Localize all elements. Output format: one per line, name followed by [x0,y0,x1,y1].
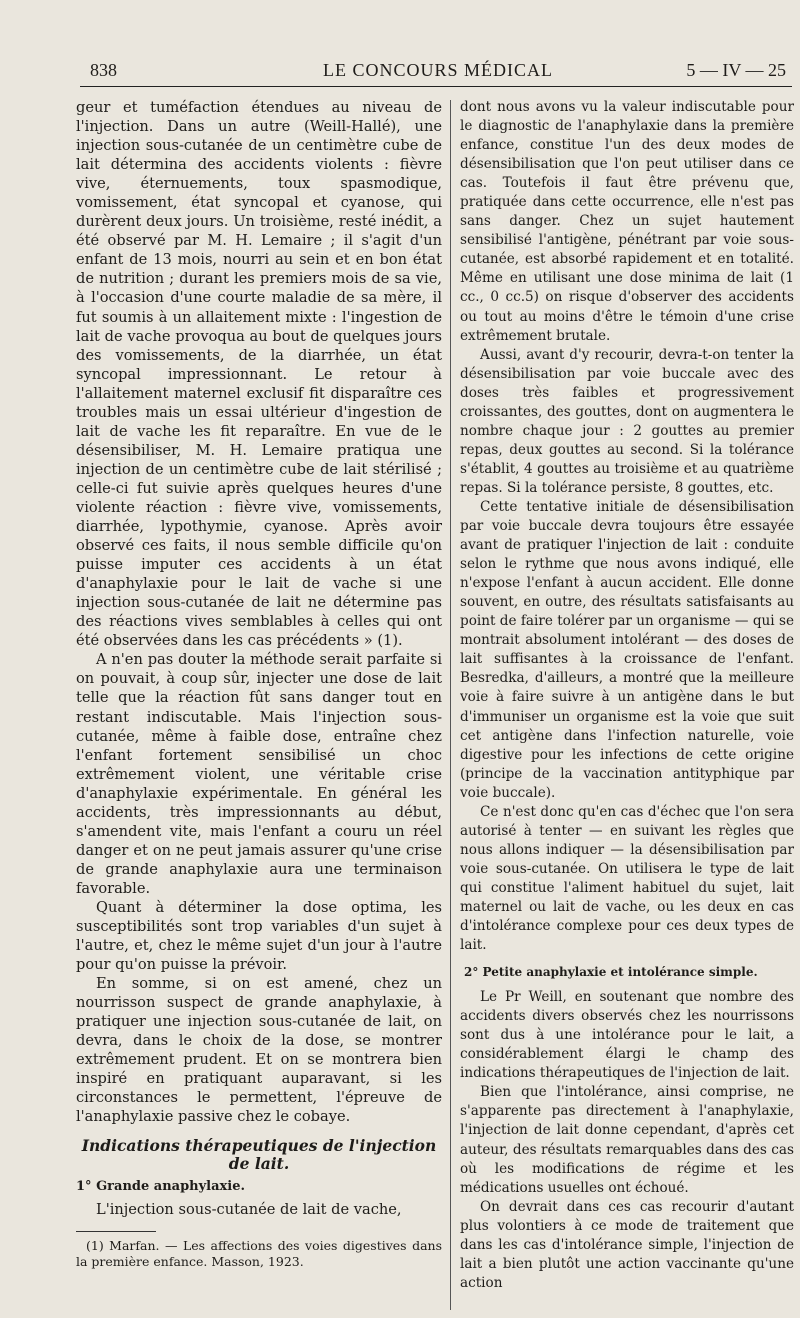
running-header [90,58,786,86]
footnote: (1) Marfan. — Les affections des voies digestives dans la première enfance. Masson, 1923. [76,1237,442,1269]
left-column [76,98,442,1298]
right-paragraph-3: Cette tentative initiale de désensibilisation par voie buccale devra toujours être essayée avant de pratiquer l'injection de lait : conduite selon le rythme que nous avons indiqué, elle n'expose l'enfant à aucun accident. Elle donne souvent, en outre, des résultats satisfaisants au point de faire tolérer par un organisme — qui se montrait absolument intolérant — des doses de lait suffisantes à la croissance de l'enfant. Besredka, d'ailleurs, a montré que la meilleure voie à faire suivre à un antigène dans le but d'immuniser un organisme est la voie que suit cet antigène dans l'infection naturelle, voie digestive pour les infections de cette origine (principe de la vaccination antityphique par voie buccale). [460,498,794,801]
left-paragraph-4: En somme, si on est amené, chez un nourrisson suspect de grande anaphylaxie, à pratiquer une injection sous-cutanée de lait, on devra, dans le choix de la dose, se montrer extrêmement prudent. Et on se montrera bien inspiré en pratiquant auparavant, si les circonstances le permettent, l'épreuve de l'anaphylaxie passive chez le cobaye. [76,975,442,1126]
left-paragraph-5: L'injection sous-cutanée de lait de vache, [96,1200,402,1218]
right-column [460,98,794,1298]
left-paragraph-3: Quant à déterminer la dose optima, les susceptibilités sont trop variables d'un sujet à l'autre, et, chez le même sujet d'un jour à l'autre pour qu'on puisse la prévoir. [76,898,442,974]
right-paragraph-1: dont nous avons vu la valeur indiscutable pour le diagnostic de l'anaphylaxie dans la première enfance, constitue l'un des deux modes de désensibilisation que l'on peut utiliser dans ce cas. Toutefois il faut être prévenu que, pratiquée dans cette occurrence, elle n'est pas sans danger. Chez un sujet hautement sensibilisé l'antigène, pénétrant par voie sous-cutanée, est absorbé rapidement et en totalité. Même en utilisant une dose minima de lait (1 cc., 0 cc.5) on risque d'observer des accidents ou tout au moins d'être le témoin d'une crise extrêmement brutale. [460,99,794,344]
section-heading: Indications thérapeutiques de l'injection de lait. [81,1135,437,1173]
footnote-rule [76,1231,156,1232]
header-rule [80,86,792,87]
right-paragraph-6: Bien que l'intolérance, ainsi comprise, ne s'apparente pas directement à l'anaphylaxie, l'injection de lait donne cependant, d'après cet auteur, des résultats remarquables dans des cas où les modifications de régime et les médications usuelles ont échoué. [460,1084,794,1196]
journal-title: LE CONCOURS MÉDICAL [322,60,553,80]
column-divider [450,100,451,1310]
subheading-grande-anaphylaxie: 1° Grande anaphylaxie. [76,1178,246,1194]
subheading-petite-anaphylaxie: 2° Petite anaphylaxie et intolérance simple. [464,965,758,980]
right-paragraph-7: On devrait dans ces cas recourir d'autant plus volontiers à ce mode de traitement que dans les cas d'intolérance simple, l'injection de lait a bien plutôt une action vaccinante qu'une action [460,1198,794,1291]
page-number: 838 [90,60,117,80]
right-paragraph-5: Le Pr Weill, en soutenant que nombre des accidents divers observés chez les nourrissons sont dus à une intolérance pour le lait, a considérablement élargi le champ des indications thérapeutiques de l'injection de lait. [460,989,794,1082]
right-paragraph-4: Ce n'est donc qu'en cas d'échec que l'on sera autorisé à tenter — en suivant les règles que nous allons indiquer — la désensibilisation par voie sous-cutanée. On utilisera le type de lait qui constitue l'aliment habituel du sujet, lait maternel ou lait de vache, ou les deux en cas d'intolérance complexe pour ces deux types de lait. [460,803,794,954]
right-paragraph-2: Aussi, avant d'y recourir, devra-t-on tenter la désensibilisation par voie buccale avec des doses très faibles et progressivement croissantes, des gouttes, dont on augmentera le nombre chaque jour : 2 gouttes au premier repas, deux gouttes au second. Si la tolérance s'établit, 4 gouttes au troisième et au quatrième repas. Si la tolérance persiste, 8 gouttes, etc. [460,346,794,496]
issue-date: 5 — IV — 25 [686,60,786,80]
left-paragraph-2: A n'en pas douter la méthode serait parfaite si on pouvait, à coup sûr, injecter une dose de lait telle que la réaction fût sans danger tout en restant indiscutable. Mais l'injection sous-cutanée, même à faible dose, entraîne chez l'enfant fortement sensibilisé un choc extrêmement violent, une véritable crise d'anaphylaxie expérimentale. En général les accidents, très impressionnants au début, s'amendent vite, mais l'enfant a couru un réel danger et on ne peut jamais assurer qu'une crise de grande anaphylaxie aura une terminaison favorable. [76,651,442,897]
left-paragraph-1: geur et tuméfaction étendues au niveau de l'injection. Dans un autre (Weill-Hallé), une injection sous-cutanée de un centimètre cube de lait détermina des accidents violents : fièvre vive, éternuements, toux spasmodique, vomissement, état syncopal et cyanose, qui durèrent deux jours. Un troisième, resté inédit, a été observé par M. H. Lemaire ; il s'agit d'un enfant de 13 mois, nourri au sein et en bon état de nutrition ; durant les premiers mois de sa vie, à l'occasion d'une courte maladie de sa mère, il fut soumis à un allaitement mixte : l'ingestion de lait de vache provoqua au bout de quelques jours des vomissements, de la diarrhée, un état syncopal impressionnant. Le retour à l'allaitement maternel exclusif fit disparaître ces troubles mais un essai ultérieur d'ingestion de lait de vache les fit reparaître. En vue de le désensibiliser, M. H. Lemaire pratiqua une injection de un centimètre cube de lait stérilisé ; celle-ci fut suivie après quelques heures d'une violente réaction : fièvre vive, vomissements, diarrhée, lypothymie, cyanose. Après avoir observé ces faits, il nous semble difficile qu'on puisse imputer ces accidents à un état d'anaphylaxie pour le lait de vache si une injection sous-cutanée de lait ne détermine pas des réactions vives semblables à celles qui ont été observées dans les cas précédents » (1). [76,99,442,650]
